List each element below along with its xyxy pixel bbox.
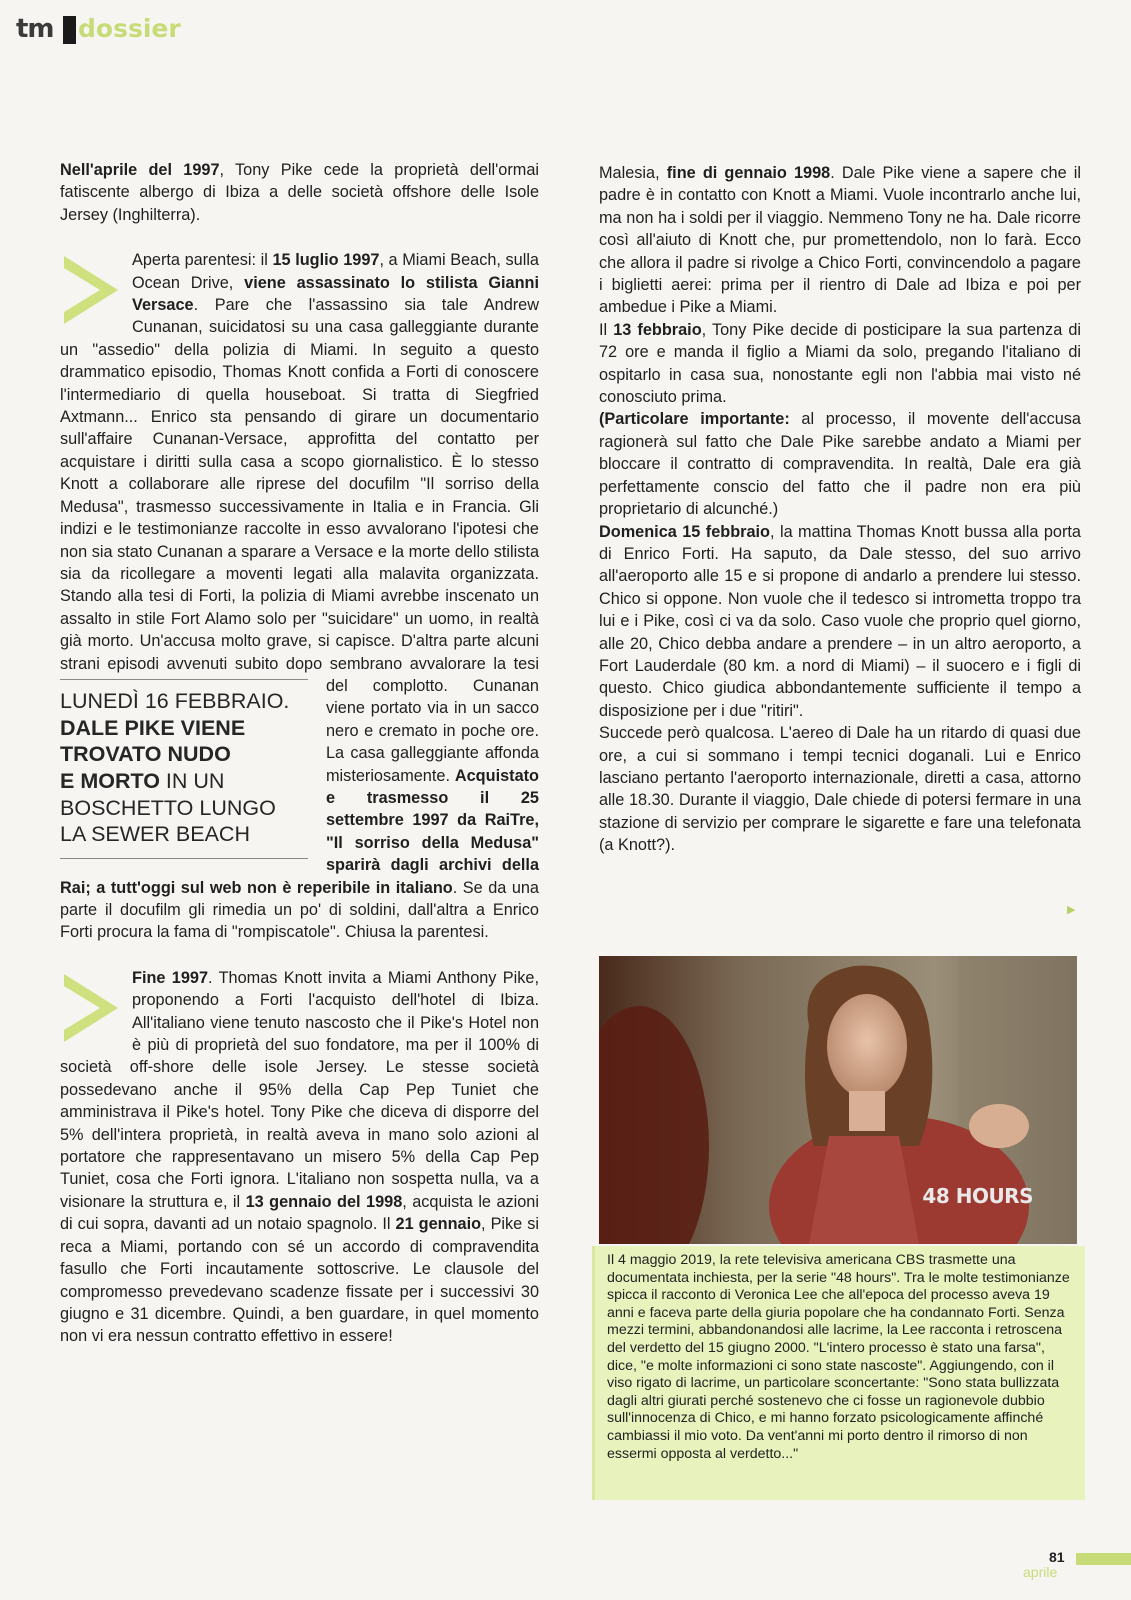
logo-text: 48 HOURS xyxy=(922,1184,1033,1208)
chevron-right-icon xyxy=(60,970,122,1046)
photo-caption: Il 4 maggio 2019, la rete televisiva americana CBS trasmette una documentata inchiesta, per la serie "48 hours". Tra le molte testimonianze spicca il racconto di Veronica Lee che all'epoca del processo aveva 19 anni e faceva parte della giuria popolare che ha condannato Forti. Senza mezzi termini, abbandonandosi alle lacrime, la Lee racconta i retroscena del verdetto del 15 giugno 2000. "L'intero processo è stato una farsa", dice, "e molte informazioni ci sono state nascoste". Aggiungendo, con il viso rigato di lacrime, un particolare sconcertante: "Sono stata bullizzata dagli altri giurati perché sostenevo che ci fosse un ragionevole dubbio sull'innocenza di Chico, e mi hanno forzato psicologicamente affinché cambiassi il mio voto. Da vent'anni mi porto dentro il rimorso di non essermi opposta al verdetto..." xyxy=(607,1252,1070,1462)
paragraph-ritardo: Succede però qualcosa. L'aereo di Dale ha un ritardo di quasi due ore, a cui si sommano i tempi tecnici doganali. Lui e Enrico lasciano pertanto l'aeroporto internazionale, diretti a casa, attorno alle 18.30. Durante il viaggio, Dale chiede di potersi fermare in una stazione di servizio per comprare le sigarette e fare una telefonata (a Knott?). xyxy=(599,724,1081,855)
right-column xyxy=(599,162,1081,857)
pull-quote-line: LA SEWER BEACH xyxy=(60,822,250,847)
logo-divider xyxy=(63,16,76,44)
pull-quote-line: TROVATO NUDO xyxy=(60,742,231,767)
photo-caption-box xyxy=(592,1246,1085,1500)
magazine-logo: tm xyxy=(16,14,54,44)
issue-month: aprile xyxy=(1023,1564,1058,1580)
paragraph-versace: Aperta parentesi: il 15 luglio 1997, a Miami Beach, sulla Ocean Drive, viene assassinato lo stilista Gianni Versace. Pare che l'assassino sia tale Andrew Cunanan, suicidatosi su una casa galleggiante durante un "assedio" della polizia di Miami. In seguito a questo drammatico episodio, Thomas Knott confida a Forti di conoscere l'intermediario di quella houseboat. Si tratta di Siegfried Axtmann... Enrico sta pensando di girare un documentario sull'affaire Cunanan-Versace, approfitta del contatto per acquistare i diritti sulla casa a scopo giornalistico. È lo stesso Knott a collaborare alle riprese del docufilm "Il sorriso della Medusa", trasmesso successivamente in Italia e in Francia. Gli indizi e le testimonianze raccolte in esso avvalorano l'ipotesi che non sia stato Cunanan a sparare a Versace e la morte dello stilista sia da ricollegare a moventi legati alla malavita organizzata. Stando alla tesi di Forti, la polizia di Miami avrebbe inscenato un assalto in stile Fort Alamo solo per "suicidare" un uomo, in realtà già morto. Un'accusa molto grave, si capisce. D'altra parte alcuni strani episodi avvenuti subito dopo sembrano avvalorare la tesi del complotto. Cunanan viene portato via in un sacco nero e cremato in poche ore. La casa galleggiante affonda misteriosamente. Acquistato e trasmesso il 25 settembre 1997 da RaiTre, "Il sorriso della Medusa" sparirà dagli archivi della Rai; a tutt'oggi sul web non è reperibile in italiano. Se da una parte il docufilm gli rimedia un po' di soldini, dall'altra a Enrico Forti procura la fama di "rompiscatole". Chiusa la parentesi. xyxy=(60,251,539,942)
section-title: dossier xyxy=(78,14,181,43)
paragraph-end-1997: Fine 1997. Thomas Knott invita a Miami Anthony Pike, proponendo a Forti l'acquisto dell'hotel di Ibiza. All'italiano viene tenuto nascosto che il Pike's Hotel non è più di proprietà del suo fondatore, ma per il 100% di società off-shore delle isole Jersey. Le stesse società possedevano anche il 95% della Cap Pep Tuniet che amministrava il Pike's hotel. Tony Pike che diceva di disporre del 5% dell'intera proprietà, in realtà aveva in mano solo azioni al portatore che rappresentavano un misero 5% della Cap Pep Tuniet, cosa che Forti ignora. L'italiano non sospetta nulla, va a visionare la struttura e, il 13 gennaio del 1998, acquista le azioni di cui sopra, davanti ad un notaio spagnolo. Il 21 gennaio, Pike si reca a Miami, portando con sé un accordo di compravendita fasullo che Forti incautamente sottoscrive. Le clausole del compromesso prevedevano scadenze fissate per i successivi 30 giugno e 31 dicembre. Quindi, a ben guardare, in quel momento non vi era nessun contratto effettivo in essere! xyxy=(60,968,539,1346)
chevron-right-icon xyxy=(60,252,122,328)
pull-quote-line: DALE PIKE VIENE xyxy=(60,715,246,740)
pull-quote-line: IN UN xyxy=(159,769,225,793)
48-hours-logo xyxy=(922,1184,1033,1208)
paragraph-april-1997: Nell'aprile del 1997, Tony Pike cede la proprietà dell'ormai fatiscente albergo di Ibiza a delle società offshore delle Isole Jersey (Inghilterra). xyxy=(60,161,539,224)
paragraph-particolare: (Particolare importante: al processo, il movente dell'accusa ragionerà sul fatto che Dale Pike sarebbe andato a Miami per bloccare il contratto di compravendita. In realtà, Dale era già perfettamente conscio del fatto che il padre non era più proprietario di alcunché.) xyxy=(599,410,1081,519)
pull-quote-line: LUNEDÌ 16 FEBBRAIO. xyxy=(60,689,290,714)
pull-quote xyxy=(60,679,308,859)
paragraph-15-febbraio: Domenica 15 febbraio, la mattina Thomas Knott bussa alla porta di Enrico Forti. Ha saputo, da Dale stesso, del suo arrivo all'aeroporto alle 15 e si propone di andarlo a prendere lui stesso. Chico si oppone. Non vuole che il tedesco si intrometta troppo tra lui e i Pike, così ci va da solo. Caso vuole che proprio quel giorno, alle 20, Chico debba andare a prendere – in un altro aeroporto, a Fort Lauderdale (80 km. a nord di Miami) – il suocero e i figli di questo. Chico giudica abbondantemente sufficiente il tempo a disposizione per i due "ritiri". xyxy=(599,522,1081,720)
paragraph-13-febbraio: Il 13 febbraio, Tony Pike decide di posticipare la sua partenza di 72 ore e manda il figlio a Miami da solo, pregando l'italiano di ospitarlo in casa sua, nonostante egli non l'abbia mai visto né conosciuto prima. xyxy=(599,320,1081,407)
continue-arrow-icon: ▶ xyxy=(1067,904,1076,916)
page-accent-bar xyxy=(1076,1553,1131,1565)
tv-still-photo xyxy=(599,956,1077,1244)
pull-quote-line: BOSCHETTO LUNGO xyxy=(60,795,276,820)
paragraph-malesia: Malesia, fine di gennaio 1998. Dale Pike viene a sapere che il padre è in contatto con Knott a Miami. Vuole incontrarlo anche lui, ma non ha i soldi per il viaggio. Nemmeno Tony ne ha. Dale ricorre così all'aiuto di Knott che, pur promettendolo, non lo farà. Ecco che allora il padre si rivolge a Chico Forti, convincendolo a pagare i biglietti aerei: prima per il rientro di Dale ad Ibiza e poi per ambedue i Pike a Miami. xyxy=(599,164,1082,317)
page-number: 81 xyxy=(1049,1549,1065,1565)
pull-quote-line: E MORTO xyxy=(60,769,160,793)
left-column xyxy=(60,159,539,1348)
